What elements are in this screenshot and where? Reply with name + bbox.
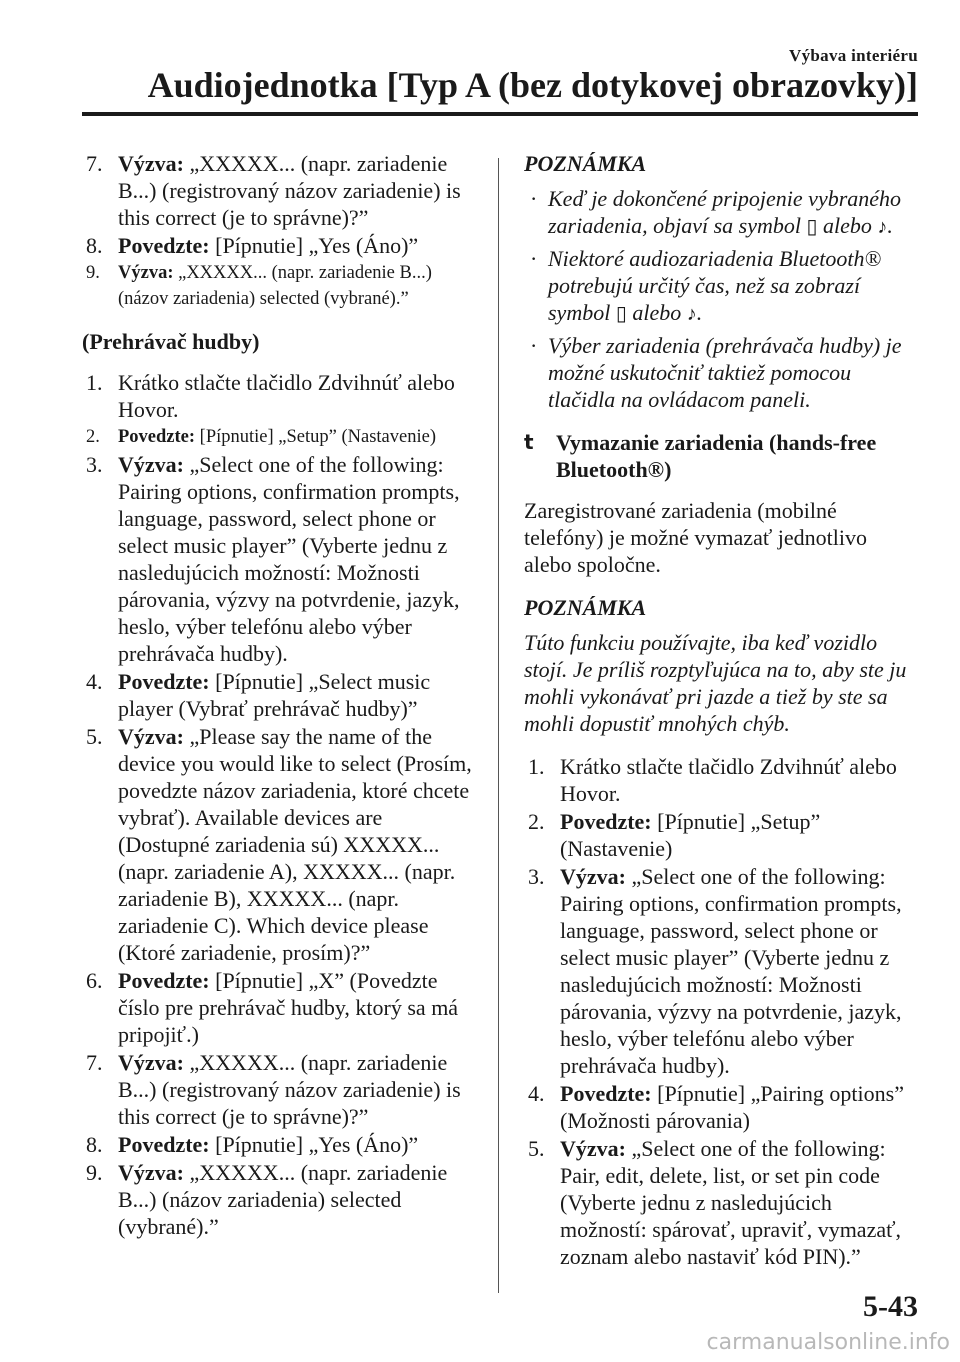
note-text: .: [696, 300, 703, 325]
step-number: 9.: [86, 263, 100, 283]
bullet-icon: ·: [530, 246, 538, 271]
step-keyword: Výzva:: [118, 452, 184, 477]
steps-list-c: [524, 753, 920, 1270]
right-column: [524, 150, 920, 1271]
section-label: Výbava interiéru: [789, 46, 918, 65]
list-item: [82, 967, 477, 1048]
section-marker-icon: t: [524, 430, 534, 454]
step-text: Krátko stlačte tlačidlo Zdvihnúť alebo Hovor.: [560, 754, 897, 806]
step-number: 4.: [86, 669, 103, 694]
step-keyword: Výzva:: [560, 1136, 626, 1161]
step-keyword: Výzva:: [118, 724, 184, 749]
step-number: 5.: [528, 1136, 545, 1161]
step-keyword: Povedzte:: [118, 968, 210, 993]
list-item: [524, 808, 920, 862]
chapter-title: Audiojednotka [Typ A (bez dotykovej obrazovky)]: [147, 65, 918, 105]
list-item: [82, 260, 477, 312]
step-text: [Pípnutie] „X” (Povedzte číslo pre prehrávač hudby, ktorý sa má pripojiť.): [118, 968, 459, 1047]
step-keyword: Povedzte:: [560, 1081, 652, 1106]
step-keyword: Povedzte:: [560, 809, 652, 834]
list-item: [82, 1159, 477, 1240]
section-heading-delete-device: [524, 429, 920, 483]
bullet-icon: ·: [530, 186, 538, 211]
list-item: [82, 723, 477, 966]
list-item: [82, 150, 477, 231]
step-number: 4.: [528, 1081, 545, 1106]
step-number: 5.: [86, 724, 103, 749]
step-number: 2.: [528, 809, 545, 834]
step-text: „Select one of the following: Pairing options, confirmation prompts, language, password, select phone or select music player” (Vyberte jednu z nasledujúcich možností: Možnosti párovania, výzvy na potvrdenie, jazyk, heslo, výber telefónu alebo výber prehrávača hudby).: [118, 452, 460, 666]
step-text: [Pípnutie] „Select music player (Vybrať prehrávač hudby)”: [118, 669, 431, 721]
step-keyword: Výzva:: [118, 1050, 184, 1075]
step-number: 3.: [528, 864, 545, 889]
list-item: [524, 332, 920, 413]
step-text: [Pípnutie] „Yes (Áno)”: [209, 1132, 419, 1157]
music-note-icon: ♪: [686, 303, 697, 325]
bullet-icon: ·: [530, 333, 538, 358]
step-text: „XXXXX... (napr. zariadenie B...) (názov zariadenia) selected (vybrané).”: [118, 1160, 448, 1239]
step-keyword: Výzva:: [118, 151, 184, 176]
note-paragraph: Túto funkciu používajte, iba keď vozidlo stojí. Je príliš rozptyľujúca na to, aby ste ju mohli vykonávať pri jazde a tiež by ste sa mohli dopustiť mnohých chýb.: [524, 630, 907, 736]
section-heading-text: Vymazanie zariadenia (hands-free Bluetooth®): [556, 430, 877, 482]
step-text: „XXXXX... (napr. zariadenie B...) (názov zariadenia) selected (vybrané).”: [118, 263, 432, 309]
note-list: [524, 185, 920, 413]
step-number: 7.: [86, 1050, 103, 1075]
step-text: [Pípnutie] „Setup” (Nastavenie): [560, 809, 821, 861]
list-item: [524, 1080, 920, 1134]
step-number: 1.: [86, 370, 103, 395]
page-number: 5-43: [863, 1290, 918, 1323]
list-item: [82, 451, 477, 667]
list-item: [524, 1135, 920, 1270]
note-text: Výber zariadenia (prehrávača hudby) je možné uskutočniť taktiež pomocou tlačidla na ovládacom paneli.: [548, 333, 902, 412]
step-number: 8.: [86, 1132, 103, 1157]
step-number: 1.: [528, 754, 545, 779]
note-text: alebo: [817, 213, 878, 238]
list-item: [524, 185, 920, 241]
step-number: 2.: [86, 427, 100, 447]
list-item: [524, 245, 920, 328]
step-keyword: Povedzte:: [118, 427, 196, 447]
list-item: [82, 1131, 477, 1158]
step-number: 8.: [86, 233, 103, 258]
step-number: 9.: [86, 1160, 103, 1185]
music-note-icon: ♪: [877, 216, 888, 238]
section-paragraph: Zaregistrované zariadenia (mobilné telefóny) je možné vymazať jednotlivo alebo spoločne.: [524, 498, 867, 577]
step-keyword: Výzva:: [118, 1160, 184, 1185]
step-keyword: Výzva:: [560, 864, 626, 889]
step-keyword: Povedzte:: [118, 233, 210, 258]
step-keyword: Povedzte:: [118, 669, 210, 694]
list-item: [524, 863, 920, 1079]
list-item: [524, 753, 920, 807]
list-item: [82, 1049, 477, 1130]
step-text: „XXXXX... (napr. zariadenie B...) (registrovaný názov zariadenie) is this correct (je to správne)?”: [118, 1050, 461, 1129]
list-item: [82, 424, 477, 450]
phone-symbol-icon: ▯: [615, 303, 627, 325]
header-rule: [82, 112, 918, 116]
step-number: 7.: [86, 151, 103, 176]
step-text: [Pípnutie] „Pairing options” (Možnosti párovania): [560, 1081, 904, 1133]
step-text: „Select one of the following: Pairing options, confirmation prompts, language, password, select phone or select music player” (Vyberte jednu z nasledujúcich možností: Možnosti párovania, výzvy na potvrdenie, jazyk, heslo, výber telefónu alebo výber prehrávača hudby).: [560, 864, 902, 1078]
step-text: [Pípnutie] „Yes (Áno)”: [209, 233, 419, 258]
step-number: 6.: [86, 968, 103, 993]
step-number: 3.: [86, 452, 103, 477]
subheading-music-player: (Prehrávač hudby): [82, 329, 260, 354]
step-text: „Please say the name of the device you would like to select (Prosím, povedzte názov zariadenia, ktoré chcete vybrať). Available devices are (Dostupné zariadenia sú) XXXXX... (napr. zariadenie A), XXXXX... (napr. zariadenie B), XXXXX... (napr. zariadenie C). Which device please (Ktoré zariadenie, prosím)?”: [118, 724, 472, 965]
steps-list-b: [82, 369, 477, 1240]
step-text: „Select one of the following: Pair, edit, delete, list, or set pin code (Vyberte jednu z nasledujúcich možností: spárovať, upraviť, vymazať, zoznam alebo nastaviť kód PIN).”: [560, 1136, 901, 1269]
list-item: [82, 668, 477, 722]
column-divider: [498, 158, 499, 1293]
list-item: [82, 232, 477, 259]
step-keyword: Výzva:: [118, 263, 174, 283]
note-text: alebo: [626, 300, 687, 325]
list-item: [82, 369, 477, 423]
step-keyword: Povedzte:: [118, 1132, 210, 1157]
step-text: „XXXXX... (napr. zariadenie B...) (registrovaný názov zariadenie) is this correct (je to správne)?”: [118, 151, 461, 230]
note-title: POZNÁMKA: [524, 151, 647, 176]
step-text: Krátko stlačte tlačidlo Zdvihnúť alebo Hovor.: [118, 370, 455, 422]
left-column: [82, 150, 477, 1241]
note-title: POZNÁMKA: [524, 595, 647, 620]
note-text: Niektoré audiozariadenia Bluetooth® potrebujú určitý čas, než sa zobrazí symbol: [548, 246, 882, 325]
steps-list-a: [82, 150, 477, 312]
note-text: .: [887, 213, 893, 238]
phone-symbol-icon: ▯: [806, 216, 818, 238]
step-text: [Pípnutie] „Setup” (Nastavenie): [195, 427, 436, 447]
watermark: carmanualsonline.info: [706, 1330, 950, 1355]
note-text: Keď je dokončené pripojenie vybraného zariadenia, objaví sa symbol: [548, 186, 902, 238]
